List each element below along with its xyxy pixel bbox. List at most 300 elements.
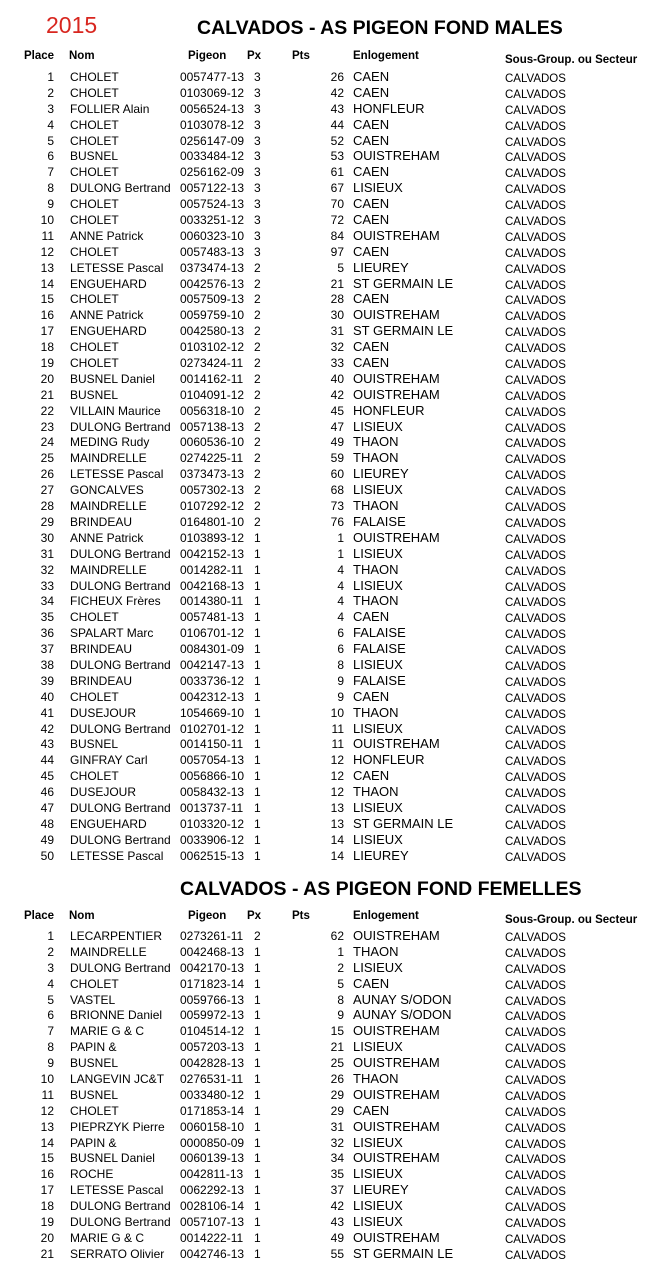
cell-px: 3 bbox=[254, 85, 261, 100]
cell-secteur: CALVADOS bbox=[505, 136, 566, 149]
cell-nom: CHOLET bbox=[70, 70, 119, 84]
cell-pts: 55 bbox=[330, 1246, 344, 1261]
cell-nom: DULONG Bertrand bbox=[70, 832, 171, 847]
cell-pigeon: 0033480-12 bbox=[180, 1087, 245, 1102]
cell-secteur: CALVADOS bbox=[505, 708, 566, 721]
cell-pts: 25 bbox=[330, 1056, 344, 1071]
cell-pigeon: 0059759-10 bbox=[180, 308, 245, 323]
cell-pts: 8 bbox=[337, 992, 344, 1007]
table-row bbox=[0, 753, 655, 769]
cell-pts: 21 bbox=[330, 1040, 344, 1055]
table-row bbox=[0, 769, 655, 785]
table-row bbox=[0, 70, 655, 86]
cell-secteur: CALVADOS bbox=[505, 788, 566, 801]
cell-place: 4 bbox=[47, 117, 54, 132]
cell-secteur: CALVADOS bbox=[505, 947, 566, 960]
cell-pigeon: 0059972-13 bbox=[180, 1008, 245, 1023]
cell-secteur: CALVADOS bbox=[505, 168, 566, 181]
cell-secteur: CALVADOS bbox=[505, 390, 566, 403]
cell-px: 1 bbox=[254, 1151, 261, 1166]
cell-enlogement: THAON bbox=[353, 434, 399, 450]
header-px: Px bbox=[247, 50, 262, 62]
cell-enlogement: CAEN bbox=[353, 1102, 390, 1118]
cell-pigeon: 0057054-13 bbox=[180, 753, 245, 768]
cell-enlogement: CAEN bbox=[353, 196, 390, 212]
cell-pigeon: 0057122-13 bbox=[180, 181, 245, 196]
cell-place: 1 bbox=[47, 70, 54, 84]
cell-place: 22 bbox=[40, 403, 54, 418]
table-row bbox=[0, 1231, 655, 1247]
cell-place: 26 bbox=[40, 467, 54, 482]
cell-pigeon: 0103893-12 bbox=[180, 530, 245, 545]
cell-nom: BUSNEL bbox=[70, 387, 119, 402]
cell-px: 1 bbox=[254, 800, 261, 815]
cell-place: 38 bbox=[40, 657, 54, 672]
cell-pts: 14 bbox=[330, 832, 344, 847]
cell-pts: 62 bbox=[330, 929, 344, 943]
cell-pts: 44 bbox=[330, 117, 344, 132]
cell-secteur: CALVADOS bbox=[505, 470, 566, 483]
cell-pigeon: 0084301-09 bbox=[180, 642, 245, 657]
cell-place: 46 bbox=[40, 785, 54, 800]
cell-pigeon: 0062515-13 bbox=[180, 848, 245, 863]
cell-secteur: CALVADOS bbox=[505, 152, 566, 165]
cell-px: 2 bbox=[254, 324, 261, 339]
cell-nom: BRIONNE Daniel bbox=[70, 1008, 163, 1023]
cell-px: 3 bbox=[254, 149, 261, 164]
table-row bbox=[0, 1120, 655, 1136]
cell-px: 1 bbox=[254, 657, 261, 672]
cell-enlogement: ST GERMAIN LE bbox=[353, 1245, 454, 1261]
cell-place: 31 bbox=[40, 546, 54, 561]
header-secteur: Sous-Group. ou Secteur bbox=[505, 914, 638, 926]
cell-enlogement: THAON bbox=[353, 450, 399, 466]
cell-place: 3 bbox=[47, 960, 54, 975]
cell-place: 30 bbox=[40, 530, 54, 545]
cell-pigeon: 0056318-10 bbox=[180, 403, 245, 418]
table-row bbox=[0, 515, 655, 531]
cell-secteur: CALVADOS bbox=[505, 1170, 566, 1183]
cell-pts: 61 bbox=[330, 165, 344, 180]
cell-pigeon: 0276531-11 bbox=[180, 1072, 244, 1087]
cell-place: 8 bbox=[47, 181, 54, 196]
cell-enlogement: LISIEUX bbox=[353, 1214, 403, 1230]
cell-secteur: CALVADOS bbox=[505, 359, 566, 372]
table-row bbox=[0, 706, 655, 722]
cell-nom: DULONG Bertrand bbox=[70, 1215, 171, 1230]
cell-pts: 30 bbox=[330, 308, 344, 323]
cell-px: 1 bbox=[254, 1024, 261, 1039]
cell-enlogement: LISIEUX bbox=[353, 482, 403, 498]
cell-place: 13 bbox=[40, 1119, 54, 1134]
cell-place: 27 bbox=[40, 483, 54, 498]
cell-nom: BUSNEL bbox=[70, 1087, 119, 1102]
cell-nom: CHOLET bbox=[70, 244, 119, 259]
cell-pts: 26 bbox=[330, 1072, 344, 1087]
cell-px: 1 bbox=[254, 944, 261, 959]
table-row bbox=[0, 277, 655, 293]
cell-nom: CHOLET bbox=[70, 356, 119, 371]
cell-secteur: CALVADOS bbox=[505, 200, 566, 213]
header-pigeon: Pigeon bbox=[188, 50, 227, 62]
cell-nom: LETESSE Pascal bbox=[70, 1183, 164, 1198]
cell-pigeon: 0103069-12 bbox=[180, 85, 245, 100]
table-row bbox=[0, 483, 655, 499]
cell-nom: DULONG Bertrand bbox=[70, 546, 171, 561]
cell-px: 1 bbox=[254, 1008, 261, 1023]
cell-nom: LECARPENTIER bbox=[70, 929, 163, 943]
cell-pigeon: 0057203-13 bbox=[180, 1040, 245, 1055]
header-nom: Nom bbox=[69, 910, 95, 922]
cell-secteur: CALVADOS bbox=[505, 216, 566, 229]
cell-px: 3 bbox=[254, 133, 261, 148]
table-row bbox=[0, 833, 655, 849]
table-row bbox=[0, 1040, 655, 1056]
cell-enlogement: OUISTREHAM bbox=[353, 227, 440, 243]
cell-nom: ENGUEHARD bbox=[70, 816, 147, 831]
cell-nom: LANGEVIN JC&T bbox=[70, 1072, 165, 1087]
cell-pigeon: 0062292-13 bbox=[180, 1183, 245, 1198]
cell-nom: LETESSE Pascal bbox=[70, 467, 164, 482]
table-row bbox=[0, 993, 655, 1009]
cell-enlogement: OUISTREHAM bbox=[353, 736, 440, 752]
cell-pigeon: 0171823-14 bbox=[180, 976, 245, 991]
cell-pigeon: 0056866-10 bbox=[180, 769, 245, 784]
cell-enlogement: ST GERMAIN LE bbox=[353, 815, 454, 831]
cell-pts: 31 bbox=[330, 324, 344, 339]
cell-secteur: CALVADOS bbox=[505, 597, 566, 610]
cell-pts: 4 bbox=[337, 610, 344, 625]
cell-pigeon: 0014150-11 bbox=[180, 737, 244, 752]
cell-px: 2 bbox=[254, 387, 261, 402]
cell-pts: 13 bbox=[330, 816, 344, 831]
cell-place: 17 bbox=[40, 1183, 54, 1198]
table-row bbox=[0, 531, 655, 547]
cell-secteur: CALVADOS bbox=[505, 502, 566, 515]
cell-pigeon: 0373474-13 bbox=[180, 260, 245, 275]
cell-enlogement: CAEN bbox=[353, 132, 390, 148]
table-row bbox=[0, 658, 655, 674]
cell-px: 1 bbox=[254, 848, 261, 863]
cell-px: 2 bbox=[254, 435, 261, 450]
table-row bbox=[0, 1056, 655, 1072]
table-row bbox=[0, 388, 655, 404]
cell-place: 20 bbox=[40, 1230, 54, 1245]
cell-place: 2 bbox=[47, 85, 54, 100]
cell-enlogement: CAEN bbox=[353, 116, 390, 132]
cell-enlogement: HONFLEUR bbox=[353, 402, 425, 418]
males-title: CALVADOS - AS PIGEON FOND MALES bbox=[197, 17, 563, 39]
cell-pts: 72 bbox=[330, 213, 344, 228]
cell-px: 2 bbox=[254, 356, 261, 371]
cell-pts: 10 bbox=[330, 705, 344, 720]
cell-place: 12 bbox=[40, 1103, 54, 1118]
cell-enlogement: HONFLEUR bbox=[353, 100, 425, 116]
cell-pts: 1 bbox=[337, 944, 344, 959]
header-place: Place bbox=[24, 50, 55, 62]
cell-px: 2 bbox=[254, 260, 261, 275]
cell-enlogement: CAEN bbox=[353, 339, 390, 355]
cell-pigeon: 0273261-11 bbox=[180, 929, 244, 943]
table-row bbox=[0, 404, 655, 420]
cell-place: 11 bbox=[41, 228, 54, 243]
cell-place: 13 bbox=[40, 260, 54, 275]
cell-px: 1 bbox=[254, 642, 261, 657]
cell-px: 1 bbox=[254, 721, 261, 736]
table-row bbox=[0, 165, 655, 181]
cell-pts: 43 bbox=[330, 101, 344, 116]
cell-enlogement: LISIEUX bbox=[353, 545, 403, 561]
cell-place: 21 bbox=[40, 387, 54, 402]
cell-nom: PAPIN & bbox=[70, 1040, 117, 1055]
cell-secteur: CALVADOS bbox=[505, 422, 566, 435]
cell-pigeon: 0042312-13 bbox=[180, 689, 245, 704]
cell-secteur: CALVADOS bbox=[505, 581, 566, 594]
cell-pigeon: 0042147-13 bbox=[180, 657, 245, 672]
cell-nom: CHOLET bbox=[70, 165, 119, 180]
table-row bbox=[0, 785, 655, 801]
cell-pigeon: 0274225-11 bbox=[180, 451, 244, 466]
cell-px: 1 bbox=[254, 753, 261, 768]
cell-place: 19 bbox=[40, 356, 54, 371]
cell-secteur: CALVADOS bbox=[505, 295, 566, 308]
cell-secteur: CALVADOS bbox=[505, 88, 566, 101]
cell-pts: 35 bbox=[330, 1167, 344, 1182]
cell-pts: 70 bbox=[330, 197, 344, 212]
table-row bbox=[0, 1183, 655, 1199]
cell-enlogement: LISIEUX bbox=[353, 1134, 403, 1150]
cell-pigeon: 0057483-13 bbox=[180, 244, 245, 259]
cell-secteur: CALVADOS bbox=[505, 184, 566, 197]
cell-place: 9 bbox=[47, 197, 54, 212]
cell-pigeon: 0014380-11 bbox=[180, 594, 244, 609]
table-row bbox=[0, 435, 655, 451]
cell-enlogement: THAON bbox=[353, 1071, 399, 1087]
cell-nom: CHOLET bbox=[70, 1103, 119, 1118]
cell-nom: MARIE G & C bbox=[70, 1024, 145, 1039]
cell-pts: 42 bbox=[330, 387, 344, 402]
table-row bbox=[0, 245, 655, 261]
cell-nom: BRINDEAU bbox=[70, 673, 133, 688]
cell-secteur: CALVADOS bbox=[505, 676, 566, 689]
cell-nom: DULONG Bertrand bbox=[70, 419, 171, 434]
cell-secteur: CALVADOS bbox=[505, 1027, 566, 1040]
cell-pigeon: 0103320-12 bbox=[180, 816, 245, 831]
table-row bbox=[0, 420, 655, 436]
cell-px: 1 bbox=[254, 562, 261, 577]
cell-px: 3 bbox=[254, 101, 261, 116]
cell-nom: MEDING Rudy bbox=[70, 435, 150, 450]
cell-px: 3 bbox=[254, 165, 261, 180]
cell-place: 3 bbox=[47, 101, 54, 116]
cell-pigeon: 0033906-12 bbox=[180, 832, 245, 847]
cell-px: 2 bbox=[254, 292, 261, 307]
cell-place: 9 bbox=[47, 1056, 54, 1071]
header-pigeon: Pigeon bbox=[188, 910, 227, 922]
cell-enlogement: THAON bbox=[353, 943, 399, 959]
cell-pts: 37 bbox=[330, 1183, 344, 1198]
males-table bbox=[0, 70, 655, 865]
cell-nom: DULONG Bertrand bbox=[70, 800, 171, 815]
cell-nom: CHOLET bbox=[70, 197, 119, 212]
cell-enlogement: LISIEUX bbox=[353, 1166, 403, 1182]
cell-pts: 9 bbox=[337, 673, 344, 688]
cell-nom: DULONG Bertrand bbox=[70, 578, 171, 593]
cell-place: 10 bbox=[40, 213, 54, 228]
cell-secteur: CALVADOS bbox=[505, 740, 566, 753]
cell-pigeon: 0060323-10 bbox=[180, 228, 245, 243]
table-row bbox=[0, 213, 655, 229]
cell-pigeon: 0107292-12 bbox=[180, 499, 245, 514]
cell-secteur: CALVADOS bbox=[505, 979, 566, 992]
cell-pts: 6 bbox=[337, 642, 344, 657]
cell-pts: 12 bbox=[330, 785, 344, 800]
cell-enlogement: CAEN bbox=[353, 243, 390, 259]
cell-nom: CHOLET bbox=[70, 340, 119, 355]
cell-pts: 34 bbox=[330, 1151, 344, 1166]
cell-enlogement: OUISTREHAM bbox=[353, 307, 440, 323]
cell-px: 1 bbox=[254, 769, 261, 784]
cell-px: 3 bbox=[254, 181, 261, 196]
cell-place: 18 bbox=[40, 1199, 54, 1214]
cell-pts: 45 bbox=[330, 403, 344, 418]
cell-enlogement: LISIEUX bbox=[353, 1198, 403, 1214]
year-label: 2015 bbox=[46, 12, 98, 38]
cell-nom: CHOLET bbox=[70, 292, 119, 307]
cell-pts: 11 bbox=[331, 737, 344, 752]
cell-nom: CHOLET bbox=[70, 976, 119, 991]
cell-pts: 97 bbox=[330, 244, 344, 259]
cell-pts: 2 bbox=[337, 960, 344, 975]
table-row bbox=[0, 642, 655, 658]
cell-place: 4 bbox=[47, 976, 54, 991]
table-row bbox=[0, 197, 655, 213]
cell-px: 1 bbox=[254, 594, 261, 609]
cell-px: 1 bbox=[254, 1215, 261, 1230]
cell-secteur: CALVADOS bbox=[505, 1011, 566, 1024]
cell-px: 3 bbox=[254, 117, 261, 132]
cell-nom: BRINDEAU bbox=[70, 514, 133, 529]
cell-nom: MAINDRELLE bbox=[70, 451, 147, 466]
cell-secteur: CALVADOS bbox=[505, 660, 566, 673]
cell-secteur: CALVADOS bbox=[505, 629, 566, 642]
table-row bbox=[0, 594, 655, 610]
cell-px: 3 bbox=[254, 70, 261, 84]
table-row bbox=[0, 1151, 655, 1167]
cell-pigeon: 0171853-14 bbox=[180, 1103, 245, 1118]
table-row bbox=[0, 340, 655, 356]
cell-px: 2 bbox=[254, 371, 261, 386]
cell-nom: PIEPRZYK Pierre bbox=[70, 1119, 165, 1134]
cell-secteur: CALVADOS bbox=[505, 454, 566, 467]
table-row bbox=[0, 1024, 655, 1040]
cell-enlogement: THAON bbox=[353, 498, 399, 514]
cell-enlogement: LISIEUX bbox=[353, 418, 403, 434]
cell-enlogement: CAEN bbox=[353, 291, 390, 307]
cell-px: 1 bbox=[254, 1199, 261, 1214]
cell-secteur: CALVADOS bbox=[505, 1218, 566, 1231]
cell-nom: PAPIN & bbox=[70, 1135, 117, 1150]
cell-secteur: CALVADOS bbox=[505, 963, 566, 976]
cell-secteur: CALVADOS bbox=[505, 1233, 566, 1246]
cell-secteur: CALVADOS bbox=[505, 247, 566, 260]
table-row bbox=[0, 801, 655, 817]
cell-enlogement: ST GERMAIN LE bbox=[353, 275, 454, 291]
cell-place: 50 bbox=[40, 848, 54, 863]
cell-px: 1 bbox=[254, 976, 261, 991]
cell-secteur: CALVADOS bbox=[505, 1059, 566, 1072]
cell-place: 47 bbox=[40, 800, 54, 815]
table-row bbox=[0, 324, 655, 340]
cell-px: 2 bbox=[254, 514, 261, 529]
cell-pigeon: 0059766-13 bbox=[180, 992, 245, 1007]
cell-pigeon: 0057524-13 bbox=[180, 197, 245, 212]
cell-pigeon: 0042580-13 bbox=[180, 324, 245, 339]
cell-secteur: CALVADOS bbox=[505, 1106, 566, 1119]
cell-px: 1 bbox=[254, 832, 261, 847]
cell-pts: 5 bbox=[337, 976, 344, 991]
cell-pigeon: 0057477-13 bbox=[180, 70, 245, 84]
cell-place: 2 bbox=[47, 944, 54, 959]
cell-enlogement: OUISTREHAM bbox=[353, 1086, 440, 1102]
table-row bbox=[0, 499, 655, 515]
cell-enlogement: LISIEUX bbox=[353, 959, 403, 975]
cell-pigeon: 0042170-13 bbox=[180, 960, 245, 975]
cell-place: 25 bbox=[40, 451, 54, 466]
cell-secteur: CALVADOS bbox=[505, 692, 566, 705]
cell-secteur: CALVADOS bbox=[505, 263, 566, 276]
cell-pigeon: 0256162-09 bbox=[180, 165, 245, 180]
cell-nom: BUSNEL bbox=[70, 1056, 119, 1071]
cell-pts: 29 bbox=[330, 1103, 344, 1118]
cell-pigeon: 0104514-12 bbox=[180, 1024, 245, 1039]
cell-secteur: CALVADOS bbox=[505, 645, 566, 658]
cell-nom: FICHEUX Frères bbox=[70, 594, 161, 609]
cell-px: 1 bbox=[254, 992, 261, 1007]
cell-pigeon: 0042576-13 bbox=[180, 276, 245, 291]
cell-pts: 49 bbox=[330, 435, 344, 450]
cell-px: 2 bbox=[254, 403, 261, 418]
cell-px: 2 bbox=[254, 340, 261, 355]
cell-enlogement: THAON bbox=[353, 561, 399, 577]
cell-pts: 11 bbox=[331, 721, 344, 736]
cell-secteur: CALVADOS bbox=[505, 343, 566, 356]
cell-enlogement: OUISTREHAM bbox=[353, 370, 440, 386]
cell-secteur: CALVADOS bbox=[505, 327, 566, 340]
cell-enlogement: OUISTREHAM bbox=[353, 928, 440, 943]
cell-pigeon: 0106701-12 bbox=[180, 626, 245, 641]
cell-pts: 4 bbox=[337, 578, 344, 593]
cell-nom: GINFRAY Carl bbox=[70, 753, 148, 768]
cell-pigeon: 0033484-12 bbox=[180, 149, 245, 164]
cell-pigeon: 0014162-11 bbox=[180, 371, 244, 386]
table-row bbox=[0, 1167, 655, 1183]
table-row bbox=[0, 961, 655, 977]
table-row bbox=[0, 134, 655, 150]
cell-place: 41 bbox=[40, 705, 54, 720]
cell-enlogement: FALAISE bbox=[353, 641, 406, 657]
cell-enlogement: CAEN bbox=[353, 164, 390, 180]
cell-enlogement: LIEUREY bbox=[353, 847, 409, 863]
cell-place: 14 bbox=[40, 1135, 54, 1150]
cell-secteur: CALVADOS bbox=[505, 772, 566, 785]
table-row bbox=[0, 1199, 655, 1215]
header-enlogement: Enlogement bbox=[353, 910, 419, 922]
cell-nom: ROCHE bbox=[70, 1167, 114, 1182]
cell-pigeon: 0014282-11 bbox=[180, 562, 244, 577]
cell-pts: 47 bbox=[330, 419, 344, 434]
cell-pigeon: 0103078-12 bbox=[180, 117, 245, 132]
